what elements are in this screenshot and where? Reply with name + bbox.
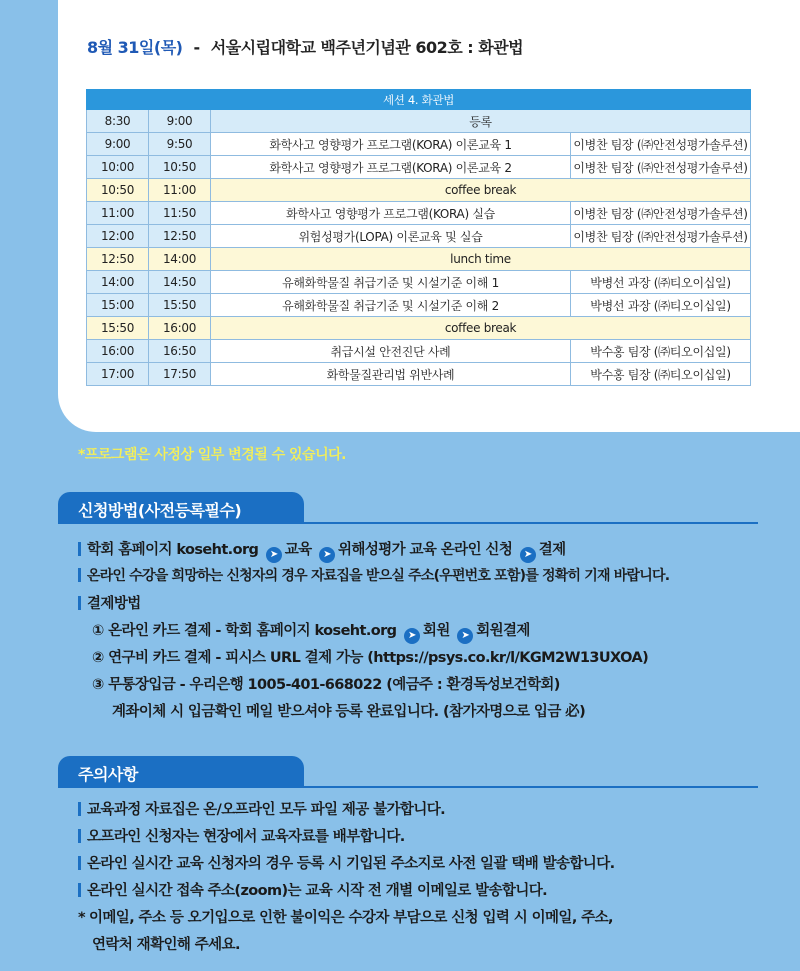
caution-tab — [58, 756, 304, 788]
caution-item — [78, 879, 547, 900]
program-change-notice: *프로그램은 사정상 일부 변경될 수 있습니다. — [78, 447, 346, 463]
caution-item — [78, 852, 615, 873]
table-row — [87, 202, 751, 225]
pay-option-1-member-pay: 회원결제 — [476, 623, 530, 639]
session-title-cell: 등록 — [211, 110, 751, 133]
start-time-cell: 10:50 — [87, 179, 149, 202]
arrow-circle-icon: ➤ — [319, 547, 335, 563]
reg-address-line — [78, 565, 669, 585]
speaker-cell: 이병찬 팀장 (㈜안전성평가솔루션) — [571, 225, 751, 248]
pay-option-2 — [92, 646, 648, 667]
speaker-cell: 박병선 과장 (㈜티오이십일) — [571, 271, 751, 294]
table-row — [87, 294, 751, 317]
star-mark: * — [78, 910, 85, 926]
start-time-cell: 12:50 — [87, 248, 149, 271]
caution-star-text-2: 연락처 재확인해 주세요. — [92, 937, 240, 953]
reg-step-education: 교육 — [284, 542, 312, 558]
start-time-cell: 15:50 — [87, 317, 149, 340]
pay-option-1-text: ① 온라인 카드 결제 - 학회 홈페이지 koseht.org — [92, 623, 397, 639]
session-title-cell: 화학사고 영향평가 프로그램(KORA) 이론교육 2 — [211, 156, 571, 179]
end-time-cell: 16:00 — [149, 317, 211, 340]
speaker-cell: 박수홍 팀장 (㈜티오이십일) — [571, 363, 751, 386]
end-time-cell: 16:50 — [149, 340, 211, 363]
schedule-body — [87, 110, 751, 386]
speaker-cell: 이병찬 팀장 (㈜안전성평가솔루션) — [571, 156, 751, 179]
table-row — [87, 271, 751, 294]
start-time-cell: 10:00 — [87, 156, 149, 179]
end-time-cell: 14:00 — [149, 248, 211, 271]
speaker-cell: 이병찬 팀장 (㈜안전성평가솔루션) — [571, 202, 751, 225]
table-row — [87, 110, 751, 133]
session-title-cell: 유해화학물질 취급기준 및 시설기준 이해 1 — [211, 271, 571, 294]
panel-title — [87, 35, 523, 58]
session-title-cell: 화학물질관리법 위반사례 — [211, 363, 571, 386]
caution-star-line-1 — [78, 906, 613, 927]
reg-payment-heading — [78, 592, 141, 613]
start-time-cell: 14:00 — [87, 271, 149, 294]
table-row — [87, 317, 751, 340]
pay-option-1 — [92, 619, 530, 644]
session-title-cell: coffee break — [211, 179, 751, 202]
bullet-bar-icon — [78, 596, 81, 610]
bullet-bar-icon — [78, 802, 81, 816]
end-time-cell: 17:50 — [149, 363, 211, 386]
bullet-bar-icon — [78, 568, 81, 582]
session-title-cell: 화학사고 영향평가 프로그램(KORA) 실습 — [211, 202, 571, 225]
start-time-cell: 16:00 — [87, 340, 149, 363]
session-title-cell: 유해화학물질 취급기준 및 시설기준 이해 2 — [211, 294, 571, 317]
arrow-circle-icon: ➤ — [404, 628, 420, 644]
session-title-cell: 취급시설 안전진단 사례 — [211, 340, 571, 363]
end-time-cell: 9:00 — [149, 110, 211, 133]
end-time-cell: 11:00 — [149, 179, 211, 202]
pay-option-2-text: ② 연구비 카드 결제 - 피시스 URL 결제 가능 (https://psys.co.kr/l/KGM2W13UXOA) — [92, 650, 649, 666]
event-date: 8월 31일(목) — [87, 38, 183, 57]
registration-tab-label: 신청방법(사전등록필수) — [78, 501, 242, 520]
start-time-cell: 17:00 — [87, 363, 149, 386]
arrow-circle-icon: ➤ — [520, 547, 536, 563]
session-title-cell: lunch time — [211, 248, 751, 271]
reg-payment-label: 결제방법 — [87, 596, 141, 612]
end-time-cell: 15:50 — [149, 294, 211, 317]
session-title-cell: 위험성평가(LOPA) 이론교육 및 실습 — [211, 225, 571, 248]
bullet-bar-icon — [78, 542, 81, 556]
caution-star-text-1: 이메일, 주소 등 오기입으로 인한 불이익은 수강자 부담으로 신청 입력 시 이메일, 주소, — [88, 910, 613, 926]
table-row — [87, 156, 751, 179]
table-row — [87, 225, 751, 248]
pay-option-1-member: 회원 — [422, 623, 450, 639]
table-row — [87, 363, 751, 386]
table-row — [87, 248, 751, 271]
caution-item — [78, 798, 445, 819]
caution-item-text: 오프라인 신청자는 현장에서 교육자료를 배부합니다. — [87, 829, 405, 845]
caution-tab-line — [58, 786, 758, 788]
reg-step-line — [78, 538, 566, 563]
reg-step-site: 학회 홈페이지 koseht.org — [87, 542, 259, 558]
end-time-cell: 12:50 — [149, 225, 211, 248]
pay-option-3 — [92, 673, 560, 694]
end-time-cell: 11:50 — [149, 202, 211, 225]
speaker-cell: 이병찬 팀장 (㈜안전성평가솔루션) — [571, 133, 751, 156]
end-time-cell: 14:50 — [149, 271, 211, 294]
schedule-table — [86, 89, 751, 386]
table-row — [87, 179, 751, 202]
start-time-cell: 15:00 — [87, 294, 149, 317]
caution-item — [78, 825, 405, 846]
pay-option-3-note-text: 계좌이체 시 입금확인 메일 받으셔야 등록 완료입니다. (참가자명으로 입금 必) — [112, 704, 586, 720]
session-title-cell: 화학사고 영향평가 프로그램(KORA) 이론교육 1 — [211, 133, 571, 156]
bullet-bar-icon — [78, 856, 81, 870]
start-time-cell: 8:30 — [87, 110, 149, 133]
end-time-cell: 10:50 — [149, 156, 211, 179]
end-time-cell: 9:50 — [149, 133, 211, 156]
session-title: 세션 4. 화관법 — [87, 90, 751, 110]
event-location: 서울시립대학교 백주년기념관 602호 : 화관법 — [210, 38, 524, 57]
speaker-cell: 박수홍 팀장 (㈜티오이십일) — [571, 340, 751, 363]
session-title-cell: coffee break — [211, 317, 751, 340]
reg-step-apply: 위해성평가 교육 온라인 신청 — [338, 542, 513, 558]
caution-item-text: 온라인 실시간 접속 주소(zoom)는 교육 시작 전 개별 이메일로 발송합니다. — [87, 883, 548, 899]
bullet-bar-icon — [78, 829, 81, 843]
title-dash: - — [193, 38, 200, 57]
registration-tab — [58, 492, 304, 524]
registration-tab-line — [58, 522, 758, 524]
caution-tab-label: 주의사항 — [78, 765, 138, 784]
bullet-bar-icon — [78, 883, 81, 897]
caution-item-text: 온라인 실시간 교육 신청자의 경우 등록 시 기입된 주소지로 사전 일괄 택배 발송합니다. — [87, 856, 615, 872]
reg-step-pay: 결제 — [538, 542, 566, 558]
speaker-cell: 박병선 과장 (㈜티오이십일) — [571, 294, 751, 317]
pay-option-3-note — [112, 700, 585, 721]
start-time-cell: 11:00 — [87, 202, 149, 225]
table-row — [87, 340, 751, 363]
start-time-cell: 9:00 — [87, 133, 149, 156]
start-time-cell: 12:00 — [87, 225, 149, 248]
arrow-circle-icon: ➤ — [266, 547, 282, 563]
caution-item-text: 교육과정 자료집은 온/오프라인 모두 파일 제공 불가합니다. — [87, 802, 446, 818]
reg-address-text: 온라인 수강을 희망하는 신청자의 경우 자료집을 받으실 주소(우편번호 포함)를 정확히 기재 바랍니다. — [87, 568, 670, 584]
pay-option-3-text: ③ 무통장입금 - 우리은행 1005-401-668022 (예금주 : 환경독성보건학회) — [92, 677, 560, 693]
arrow-circle-icon: ➤ — [457, 628, 473, 644]
caution-star-line-2 — [92, 933, 240, 954]
table-row — [87, 133, 751, 156]
